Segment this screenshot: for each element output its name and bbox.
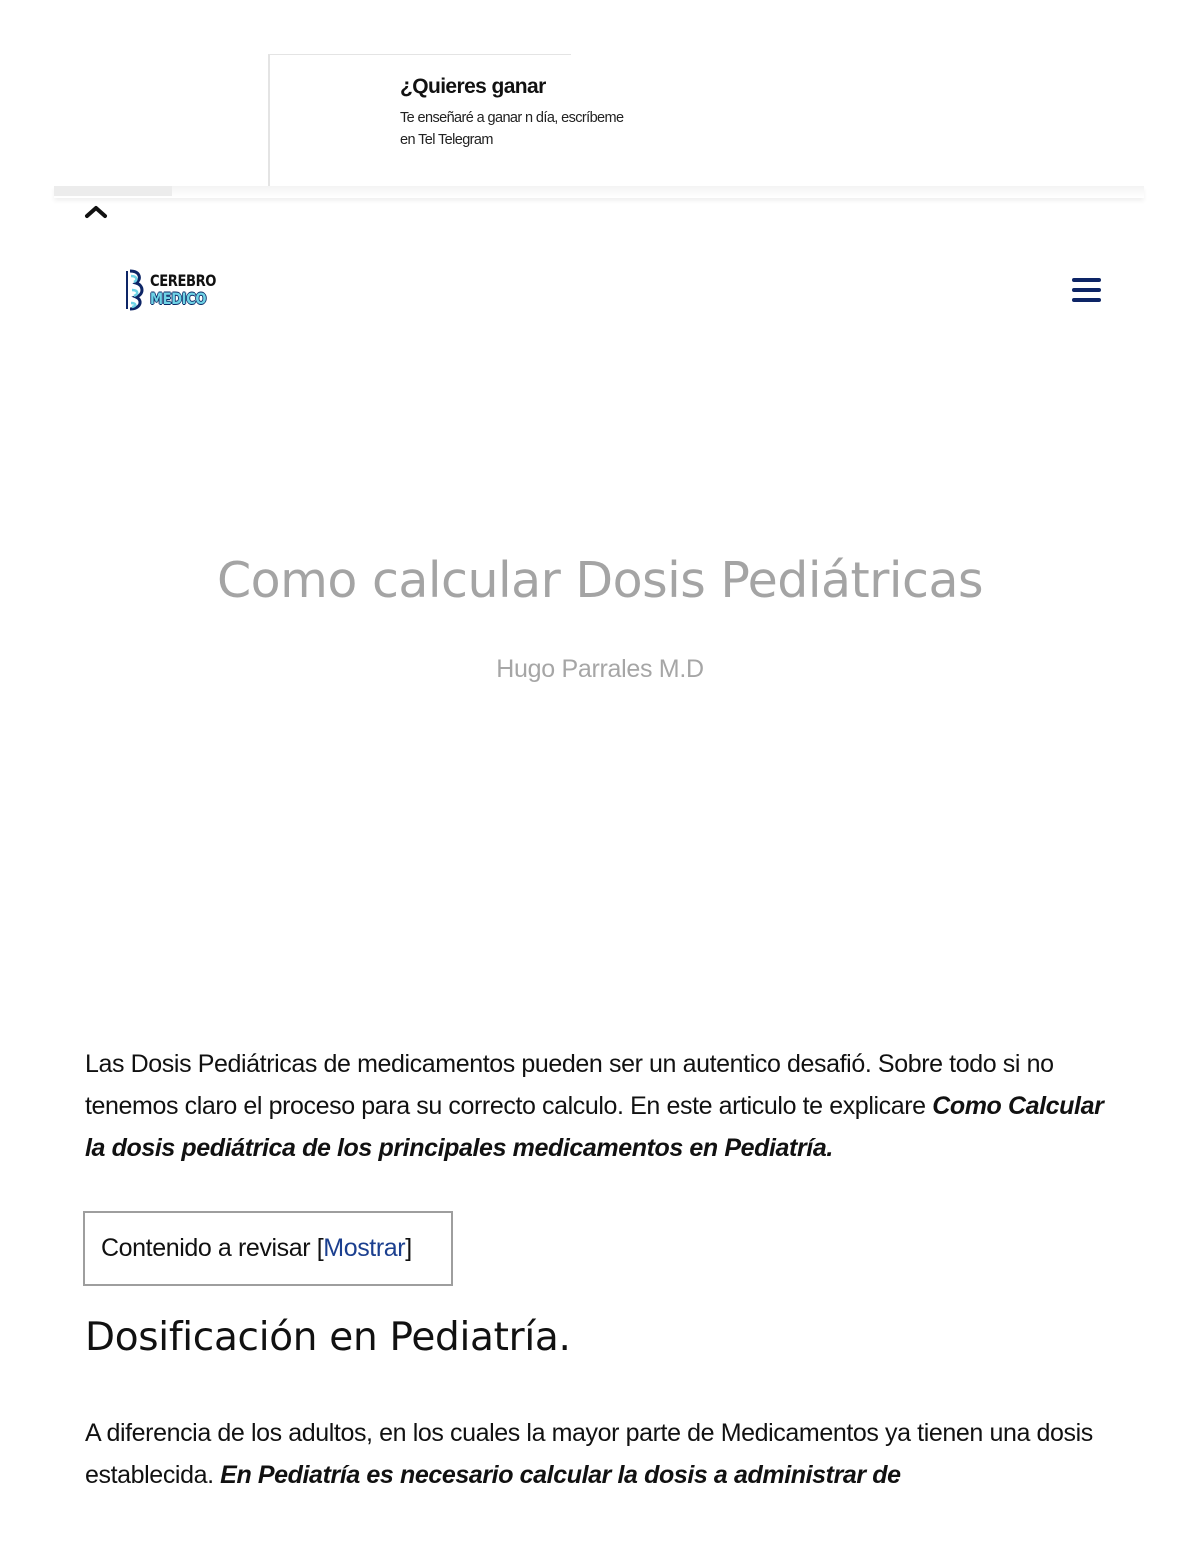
intro-emphasis: Como Calcular la dosis pediátrica de los principales medicamentos en Pediatría.	[85, 1092, 1104, 1162]
brain-logo-icon	[126, 267, 146, 313]
ad-body: Te enseñaré a ganar n día, escríbeme en Tel Telegram	[400, 110, 624, 148]
section-paragraph	[85, 1412, 1125, 1496]
toc-show-link[interactable]: Mostrar	[323, 1234, 406, 1262]
site-logo[interactable]	[126, 266, 236, 314]
logo-line2: MEDICO	[150, 289, 207, 308]
intro-text: Las Dosis Pediátricas de medicamentos pueden ser un autentico desafió. Sobre todo si no tenemos claro el proceso para su correcto calculo. En este articulo te explicare	[85, 1050, 1054, 1120]
author-name[interactable]: Hugo Parrales M.D	[496, 655, 704, 683]
ad-tab	[54, 186, 172, 196]
section-heading: Dosificación en Pediatría.	[85, 1315, 571, 1360]
hamburger-menu-button[interactable]	[1070, 276, 1104, 304]
page-title: Como calcular Dosis Pediátricas	[216, 552, 984, 609]
toc-label: Contenido a revisar [	[101, 1234, 324, 1262]
section-paragraph-emphasis: En Pediatría es necesario calcular la dosis a administrar de	[220, 1461, 901, 1489]
hamburger-menu-icon-bar	[1072, 288, 1101, 292]
ad-shadow	[54, 186, 1144, 198]
logo-line1: CEREBRO	[150, 271, 217, 290]
logo-wordmark	[150, 272, 216, 308]
chevron-up-icon	[83, 203, 109, 219]
intro-paragraph	[85, 1043, 1125, 1169]
ad-title: ¿Quieres ganar	[400, 75, 546, 98]
section-paragraph-text: A diferencia de los adultos, en los cuales la mayor parte de Medicamentos ya tienen una dosis establecida.	[85, 1419, 1093, 1489]
table-of-contents	[83, 1211, 453, 1286]
ad-banner[interactable]	[268, 54, 624, 188]
toc-close-bracket: ]	[405, 1234, 412, 1262]
ad-collapse-button[interactable]	[80, 198, 112, 224]
hamburger-menu-icon-bar	[1072, 298, 1101, 302]
hamburger-menu-icon	[1072, 278, 1101, 282]
